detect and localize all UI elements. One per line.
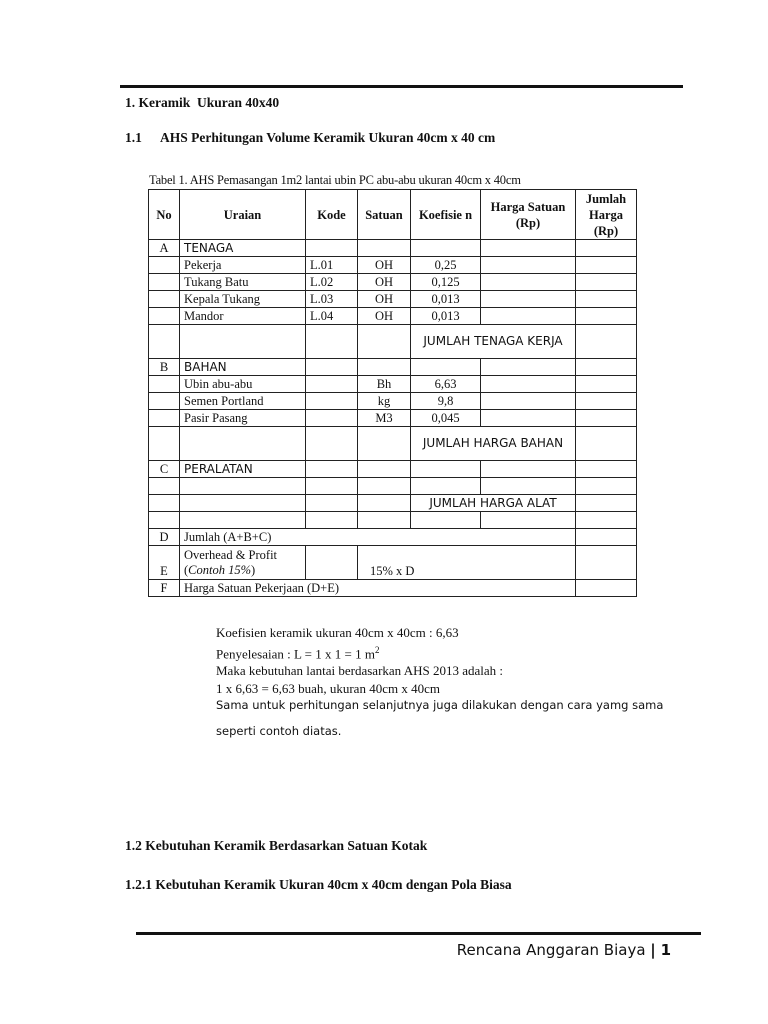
page-footer bbox=[457, 941, 671, 959]
table-caption: Tabel 1. AHS Pemasangan 1m2 lantai ubin PC abu-abu ukuran 40cm x 40cm bbox=[149, 173, 521, 187]
header-jumlah-harga: Jumlah Harga (Rp) bbox=[576, 190, 637, 240]
cell-no: C bbox=[149, 461, 180, 478]
note-line: seperti contoh diatas. bbox=[216, 723, 342, 738]
header-harga-satuan: Harga Satuan (Rp) bbox=[481, 190, 576, 240]
note-line: Maka kebutuhan lantai berdasarkan AHS 2013 adalah : bbox=[216, 663, 503, 679]
section-label: PERALATAN bbox=[180, 461, 306, 478]
row-label-italic: Contoh 15% bbox=[188, 562, 252, 577]
cell-satuan: M3 bbox=[358, 410, 411, 427]
header-no: No bbox=[149, 190, 180, 240]
section-row-b bbox=[149, 359, 637, 376]
cell-kode: L.02 bbox=[306, 274, 358, 291]
section-label: TENAGA bbox=[180, 240, 306, 257]
header-satuan: Satuan bbox=[358, 190, 411, 240]
cell-uraian: Mandor bbox=[180, 308, 306, 325]
subtotal-row-bahan bbox=[149, 427, 637, 461]
subtotal-row-alat bbox=[149, 495, 637, 512]
note-line: Penyelesaian : L = 1 x 1 = 1 $m^2$ bbox=[216, 644, 380, 661]
footer-rule bbox=[136, 932, 701, 935]
subtotal-label: JUMLAH TENAGA KERJA bbox=[411, 325, 576, 359]
cell-uraian: Ubin abu-abu bbox=[180, 376, 306, 393]
subsection-heading-1-2: 1.2 Kebutuhan Keramik Berdasarkan Satuan Kotak bbox=[125, 838, 428, 853]
page-number: 1 bbox=[660, 941, 671, 959]
row-e bbox=[149, 546, 637, 580]
cell-satuan: kg bbox=[358, 393, 411, 410]
header-uraian: Uraian bbox=[180, 190, 306, 240]
row-label bbox=[180, 546, 306, 580]
header-rule bbox=[120, 85, 683, 88]
note-line: Sama untuk perhitungan selanjutnya juga dilakukan dengan cara yamg sama bbox=[216, 698, 664, 713]
subtotal-label: JUMLAH HARGA BAHAN bbox=[411, 427, 576, 461]
calculation-note bbox=[216, 624, 663, 740]
footer-separator: | bbox=[650, 941, 656, 959]
section-label: BAHAN bbox=[180, 359, 306, 376]
subsection-heading-1-2-1: 1.2.1 Kebutuhan Keramik Ukuran 40cm x 40cm dengan Pola Biasa bbox=[125, 877, 512, 892]
subsection-title: AHS Perhitungan Volume Keramik Ukuran 40cm x 40 cm bbox=[160, 130, 496, 145]
table-row bbox=[149, 393, 637, 410]
cell-uraian: Kepala Tukang bbox=[180, 291, 306, 308]
table-row bbox=[149, 291, 637, 308]
section-row-c bbox=[149, 461, 637, 478]
table-header-row bbox=[149, 190, 637, 240]
subtotal-label: JUMLAH HARGA ALAT bbox=[411, 495, 576, 512]
cell-satuan: OH bbox=[358, 308, 411, 325]
cell-no: F bbox=[149, 580, 180, 597]
ahs-table bbox=[148, 189, 637, 597]
row-label: Jumlah (A+B+C) bbox=[180, 529, 576, 546]
row-label-line2: (Contoh 15%) bbox=[184, 562, 256, 577]
table-row bbox=[149, 376, 637, 393]
row-d bbox=[149, 529, 637, 546]
section-row-a bbox=[149, 240, 637, 257]
cell-no: B bbox=[149, 359, 180, 376]
cell-satuan: OH bbox=[358, 291, 411, 308]
cell-koefisien: 0,125 bbox=[411, 274, 481, 291]
footer-title: Rencana Anggaran Biaya bbox=[456, 941, 646, 959]
cell-no: A bbox=[149, 240, 180, 257]
subtotal-row-tenaga bbox=[149, 325, 637, 359]
cell-no: E bbox=[149, 546, 180, 580]
cell-satuan: OH bbox=[358, 274, 411, 291]
cell-uraian: Tukang Batu bbox=[180, 274, 306, 291]
table-row bbox=[149, 257, 637, 274]
cell-koefisien: 0,25 bbox=[411, 257, 481, 274]
cell-koefisien: 0,045 bbox=[411, 410, 481, 427]
subsection-heading-1-1 bbox=[125, 130, 495, 146]
header-koefisien: Koefisie n bbox=[411, 190, 481, 240]
row-label-line1: Overhead & Profit bbox=[184, 547, 278, 562]
section-heading-1: 1. Keramik Ukuran 40x40 bbox=[125, 95, 280, 110]
subsection-number: 1.1 bbox=[125, 130, 142, 145]
table-row bbox=[149, 274, 637, 291]
cell-satuan: OH bbox=[358, 257, 411, 274]
row-label: Harga Satuan Pekerjaan (D+E) bbox=[180, 580, 576, 597]
cell-koefisien: 0,013 bbox=[411, 308, 481, 325]
cell-uraian: Semen Portland bbox=[180, 393, 306, 410]
cell-uraian: Pasir Pasang bbox=[180, 410, 306, 427]
table-row bbox=[149, 512, 637, 529]
cell-koefisien: 0,013 bbox=[411, 291, 481, 308]
cell-kode: L.04 bbox=[306, 308, 358, 325]
table-row bbox=[149, 410, 637, 427]
cell-no: D bbox=[149, 529, 180, 546]
cell-kode: L.01 bbox=[306, 257, 358, 274]
note-line: 1 x 6,63 = 6,63 buah, ukuran 40cm x 40cm bbox=[216, 680, 440, 696]
cell-uraian: Pekerja bbox=[180, 257, 306, 274]
row-f bbox=[149, 580, 637, 597]
superscript: 2 bbox=[374, 644, 380, 655]
table-row bbox=[149, 308, 637, 325]
cell-satuan: Bh bbox=[358, 376, 411, 393]
note-line: Koefisien keramik ukuran 40cm x 40cm : 6,63 bbox=[216, 625, 459, 640]
cell-koefisien: 9,8 bbox=[411, 393, 481, 410]
header-kode: Kode bbox=[306, 190, 358, 240]
table-row bbox=[149, 478, 637, 495]
row-formula: 15% x D bbox=[358, 546, 576, 580]
cell-koefisien: 6,63 bbox=[411, 376, 481, 393]
cell-kode: L.03 bbox=[306, 291, 358, 308]
